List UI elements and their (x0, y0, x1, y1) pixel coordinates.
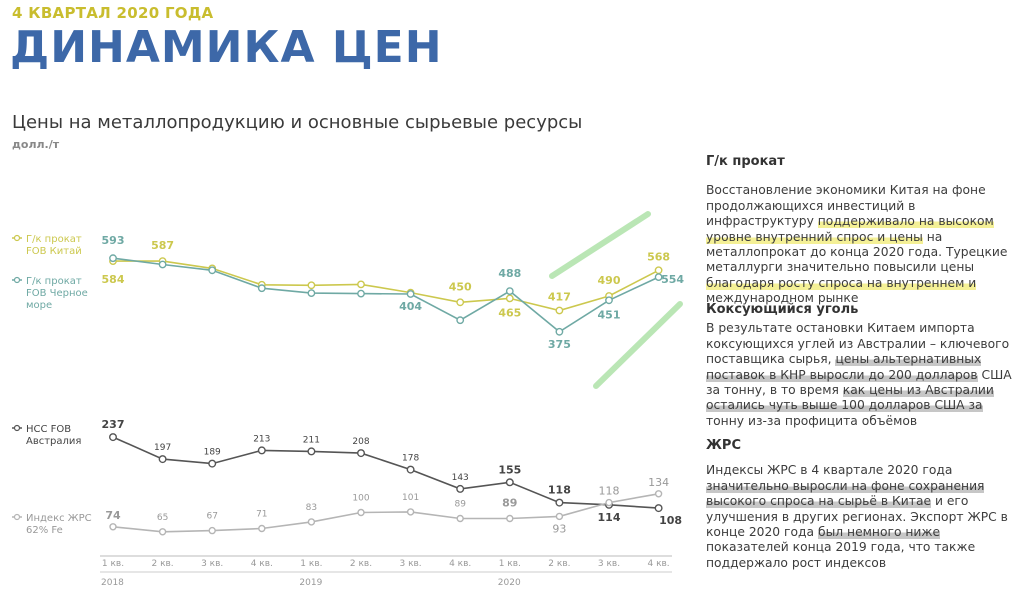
x-tick-label: 3 кв. (597, 559, 621, 569)
data-point-upper-0 (457, 299, 463, 305)
data-label-lower-1: 74 (105, 508, 121, 522)
chart-unit: долл./т (12, 138, 60, 151)
hrc-text: Восстановление экономики Китая на фоне продолжающихся инвестиций в инфраструктуру поддерживало на высоком уровне внутренний спрос и цены на металлопрокат до конца 2020 года. Турецкие металлурги значительно повысили цены благодаря росту спроса на внутреннем и международном рынке (706, 183, 1008, 306)
data-point-lower-1 (556, 513, 562, 519)
data-point-lower-1 (209, 528, 215, 534)
data-label-upper-0: 450 (448, 280, 472, 294)
data-point-lower-0 (358, 450, 365, 457)
price-chart (0, 150, 700, 610)
x-tick-label: 3 кв. (201, 559, 224, 569)
data-label-lower-0: 108 (659, 514, 683, 528)
series-line-upper-1 (113, 258, 659, 332)
data-point-lower-1 (507, 516, 513, 522)
data-point-upper-1 (209, 267, 215, 273)
x-tick-label: 1 кв. (498, 559, 521, 569)
data-label-lower-0: 213 (253, 434, 271, 445)
trend-arrow-decoration (552, 214, 648, 276)
data-point-upper-1 (259, 285, 265, 291)
data-label-upper-1: 593 (101, 234, 125, 248)
data-label-upper-1: 375 (547, 337, 571, 351)
data-label-lower-1: 100 (352, 493, 370, 504)
data-point-upper-1 (407, 291, 413, 297)
data-point-lower-1 (457, 516, 463, 522)
data-point-lower-0 (209, 460, 216, 467)
data-point-lower-0 (655, 505, 662, 512)
data-point-lower-1 (259, 526, 265, 532)
x-tick-label: 2 кв. (151, 559, 174, 569)
data-point-upper-0 (308, 282, 314, 288)
data-label-lower-1: 89 (502, 496, 518, 510)
x-year-label: 2019 (299, 578, 323, 588)
data-label-upper-1: 554 (661, 273, 685, 287)
data-label-lower-0: 178 (402, 453, 420, 464)
data-label-lower-1: 83 (305, 502, 318, 513)
coal-section (706, 302, 1020, 429)
data-point-lower-0 (308, 448, 315, 455)
data-point-upper-1 (556, 329, 562, 335)
data-label-upper-1: 404 (399, 300, 423, 313)
data-label-lower-1: 101 (402, 492, 420, 503)
coal-heading: Коксующийся уголь (706, 302, 859, 317)
legend-marker-lower-1 (15, 515, 20, 520)
data-point-lower-0 (159, 456, 166, 463)
data-point-upper-1 (457, 317, 463, 323)
data-label-lower-0: 189 (203, 447, 221, 458)
data-label-lower-1: 118 (598, 484, 620, 498)
series-line-lower-0 (113, 437, 659, 508)
data-point-upper-1 (606, 297, 612, 303)
data-label-lower-0: 208 (352, 437, 370, 448)
legend-label-upper-0: Г/к прокат (26, 234, 82, 245)
legend-label-lower-1: Индекс ЖРС (26, 513, 92, 524)
legend-label-upper-1: FOB Черное (26, 288, 88, 299)
legend-label-lower-1: 62% Fe (26, 525, 63, 536)
x-year-label: 2020 (497, 578, 521, 588)
legend-label-upper-1: море (26, 300, 53, 311)
data-point-lower-0 (556, 499, 563, 506)
data-point-upper-0 (556, 307, 562, 313)
legend-label-upper-0: FOB Китай (26, 246, 82, 257)
x-tick-label: 4 кв. (647, 559, 670, 569)
data-point-upper-1 (110, 255, 116, 261)
data-point-upper-0 (358, 281, 364, 287)
data-label-lower-0: 155 (498, 463, 522, 477)
data-point-lower-1 (606, 500, 612, 506)
data-label-upper-0: 587 (151, 239, 175, 253)
legend-label-lower-0: Австралия (26, 436, 82, 447)
data-label-lower-0: 114 (597, 510, 621, 524)
data-label-lower-0: 211 (302, 435, 320, 446)
x-tick-label: 4 кв. (250, 559, 273, 569)
data-point-lower-1 (656, 491, 662, 497)
data-label-upper-0: 568 (647, 250, 671, 264)
legend-marker-lower-0 (15, 426, 20, 431)
x-tick-label: 1 кв. (300, 559, 323, 569)
data-label-upper-0: 417 (547, 290, 571, 304)
data-point-upper-1 (358, 290, 364, 296)
page-title: ДИНАМИКА ЦЕН (10, 22, 443, 73)
hrc-heading: Г/к прокат (706, 154, 785, 169)
data-label-upper-0: 490 (597, 274, 621, 287)
data-point-upper-1 (308, 290, 314, 296)
legend-marker-upper-1 (15, 278, 20, 283)
legend-label-lower-0: HCC FOB (26, 424, 72, 435)
data-point-lower-0 (110, 434, 117, 441)
data-label-upper-1: 451 (597, 308, 621, 322)
data-label-lower-1: 71 (256, 509, 268, 520)
data-label-lower-0: 197 (154, 443, 172, 454)
data-point-lower-1 (408, 509, 414, 515)
ore-section (706, 438, 1020, 571)
x-tick-label: 1 кв. (101, 559, 125, 569)
ore-heading: ЖРС (706, 438, 741, 453)
series-line-lower-1 (113, 494, 659, 532)
data-label-lower-0: 143 (451, 472, 469, 483)
data-label-lower-0: 118 (547, 483, 571, 497)
data-point-lower-0 (507, 479, 514, 486)
data-point-lower-1 (358, 510, 364, 516)
report-period: 4 КВАРТАЛ 2020 ГОДА (12, 4, 214, 22)
x-tick-label: 4 кв. (449, 559, 472, 569)
x-tick-label: 2 кв. (548, 559, 571, 569)
chart-title: Цены на металлопродукцию и основные сырьевые ресурсы (12, 112, 583, 133)
data-label-lower-1: 89 (454, 499, 466, 510)
legend-label-upper-1: Г/к прокат (26, 276, 82, 287)
hrc-section (706, 154, 1020, 307)
ore-text: Индексы ЖРС в 4 квартале 2020 года значительно выросли на фоне сохранения высокого спроса на сырьё в Китае и его улучшения в других регионах. Экспорт ЖРС в конце 2020 года был немного ниже показателей конца 2019 года, что также поддержало рост индексов (706, 463, 1008, 570)
legend-marker-upper-0 (15, 236, 20, 241)
data-point-lower-1 (308, 519, 314, 525)
data-label-upper-0: 584 (101, 273, 125, 287)
data-point-upper-1 (159, 261, 165, 267)
data-label-upper-1: 488 (498, 267, 522, 281)
x-tick-label: 2 кв. (349, 559, 373, 569)
data-label-lower-1: 65 (156, 512, 169, 523)
data-point-upper-1 (507, 288, 513, 294)
x-year-label: 2018 (101, 578, 124, 588)
coal-text: В результате остановки Китаем импорта коксующихся углей из Австралии – ключевого поставщика сырья, цены альтернативных поставок в КНР выросли до 200 долларов США за тонну, в то время как цены из Австралии остались чуть выше 100 долларов США за тонну из-за профицита объёмов (706, 321, 1012, 428)
data-point-lower-0 (407, 466, 414, 473)
data-point-lower-0 (259, 447, 266, 454)
data-label-lower-1: 67 (206, 511, 218, 522)
data-point-lower-0 (457, 486, 464, 493)
data-label-lower-1: 93 (552, 522, 567, 536)
data-point-lower-1 (160, 529, 166, 535)
data-label-lower-0: 237 (101, 418, 125, 432)
x-tick-label: 3 кв. (399, 559, 422, 569)
data-point-upper-0 (507, 295, 513, 301)
data-point-lower-1 (110, 524, 116, 530)
data-label-upper-0: 465 (498, 306, 522, 320)
data-label-lower-1: 134 (648, 475, 670, 489)
